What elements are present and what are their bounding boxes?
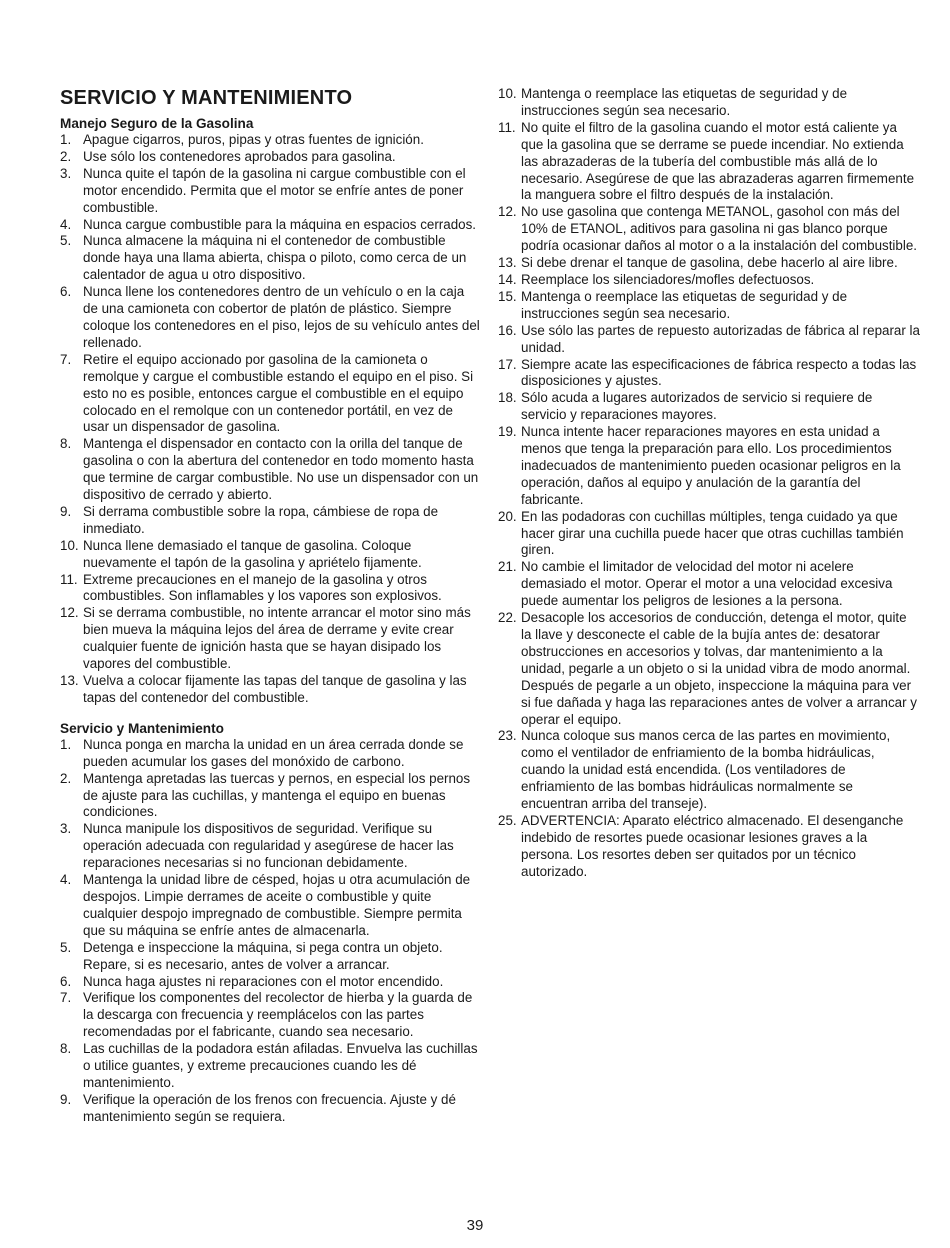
list-item: 18. Sólo acuda a lugares autorizados de servicio si requiere de servicio y reparaciones mayores.	[498, 390, 873, 423]
page-title: SERVICIO Y MANTENIMIENTO	[60, 87, 353, 109]
list-item: 2. Mantenga apretadas las tuercas y pernos, en especial los pernos de ajuste para las cuchillas, y mantenga el equipo en buenas condiciones.	[60, 770, 471, 820]
maintenance-list-part-2	[498, 86, 920, 881]
list-item: 3. Nunca quite el tapón de la gasolina ni cargue combustible con el motor encendido. Permita que el motor se enfríe antes de poner combustible.	[60, 165, 466, 215]
page-number: 39	[466, 1217, 484, 1234]
list-item: 2. Use sólo los contenedores aprobados para gasolina.	[60, 148, 396, 164]
list-item: 25. ADVERTENCIA: Aparato eléctrico almacenado. El desenganche indebido de resortes puede ocasionar lesiones graves a la persona. Los resortes deben ser quitados por un técnico autorizado.	[498, 812, 904, 879]
list-item: 5. Nunca almacene la máquina ni el contenedor de combustible donde haya una llama abierta, chispa o piloto, como cerca de un calentador de agua u otro dispositivo.	[60, 233, 467, 283]
list-item: 6. Nunca haga ajustes ni reparaciones con el motor encendido.	[60, 973, 444, 989]
left-column	[60, 115, 480, 1126]
list-item: 8. Las cuchillas de la podadora están afiladas. Envuelva las cuchillas o utilice guantes, y extreme precauciones cuando les dé mantenimiento.	[60, 1041, 478, 1090]
list-item: 11. No quite el filtro de la gasolina cuando el motor está caliente ya que la gasolina que se derrame se puede incendiar. No extienda las abrazaderas de la tubería del combustible más allá de lo necesario. Asegúrese de que las abrazaderas agarren firmemente la manguera sobre el filtro después de la instalación.	[498, 119, 915, 203]
list-item: 7. Retire el equipo accionado por gasolina de la camioneta o remolque y cargue el combustible estando el equipo en el piso. Si esto no es posible, entonces cargue el combustible en el equipo colocado en el remolque con un contenedor portátil, en vez de usar un dispensador de gasolina.	[60, 351, 474, 435]
list-item: 6. Nunca llene los contenedores dentro de un vehículo o en la caja de una camioneta con cobertor de platón de plástico. Siempre coloque los contenedores en el piso, lejos de su vehículo antes del rellenado.	[60, 284, 480, 350]
list-item: 3. Nunca manipule los dispositivos de seguridad. Verifique su operación adecuada con regularidad y asegúrese de hacer las reparaciones necesarias si no funcionan debidamente.	[60, 821, 454, 871]
list-item: 21. No cambie el limitador de velocidad del motor ni acelere demasiado el motor. Operar el motor a una velocidad excesiva puede aumentar los peligros de lesiones a la persona.	[498, 559, 893, 609]
list-item: 14. Reemplace los silenciadores/mofles defectuosos.	[498, 271, 815, 287]
list-item: 10. Nunca llene demasiado el tanque de gasolina. Coloque nuevamente el tapón de la gasolina y apriételo fijamente.	[60, 537, 422, 570]
list-item: 11. Extreme precauciones en el manejo de la gasolina y otros combustibles. Son inflamables y los vapores son explosivos.	[60, 571, 442, 604]
list-item: 4. Nunca cargue combustible para la máquina en espacios cerrados.	[60, 216, 477, 232]
list-item: 23. Nunca coloque sus manos cerca de las partes en movimiento, como el ventilador de enfriamiento de la bomba hidráulicas, cuando la unidad está encendida. (Los ventiladores de enfriamiento de las bombas hidráulicas normalmente se encuentran arriba del transeje).	[498, 728, 891, 812]
section-heading-maintenance: Servicio y Mantenimiento	[60, 720, 224, 736]
list-item: 7. Verifique los componentes del recolector de hierba y la guarda de la descarga con frecuencia y reemplácelos con las partes recomendadas por el fabricante, cuando sea necesario.	[60, 990, 473, 1040]
list-item: 22. Desacople los accesorios de conducción, detenga el motor, quite la llave y desconecte el cable de la bujía antes de: desatorar obstrucciones en accesorios y tolvas, dar mantenimiento a la unidad, pegarle a un objeto o si la unidad vibra de modo anormal. Después de pegarle a un objeto, inspeccione la máquina para ver si fue dañada y haga las reparaciones antes de volver a arrancar y operar el equipo.	[498, 610, 918, 727]
list-item: 9. Verifique la operación de los frenos con frecuencia. Ajuste y dé mantenimiento según se requiera.	[60, 1091, 456, 1124]
list-item: 10. Mantenga o reemplace las etiquetas de seguridad y de instrucciones según sea necesario.	[498, 86, 848, 118]
list-item: 9. Si derrama combustible sobre la ropa, cámbiese de ropa de inmediato.	[60, 503, 439, 536]
list-item: 1. Apague cigarros, puros, pipas y otras fuentes de ignición.	[60, 132, 424, 147]
list-item: 1. Nunca ponga en marcha la unidad en un área cerrada donde se pueden acumular los gases del monóxido de carbono.	[60, 736, 464, 769]
list-item: 19. Nunca intente hacer reparaciones mayores en esta unidad a menos que tenga la preparación para ello. Los procedimientos inadecuados de mantenimiento pueden ocasionar peligros en la operación, daños al equipo y anulación de la garantía del fabricante.	[498, 424, 901, 507]
list-item: 5. Detenga e inspeccione la máquina, si pega contra un objeto. Repare, si es necesario, antes de volver a arrancar.	[60, 939, 443, 972]
list-item: 4. Mantenga la unidad libre de césped, hojas u otra acumulación de despojos. Limpie derrames de aceite o combustible y quite cualquier despojo impregnado de combustible. Siempre permita que su máquina se enfríe antes de almacenarla.	[60, 872, 471, 938]
list-item: 17. Siempre acate las especificaciones de fábrica respecto a todas las disposiciones y ajustes.	[498, 356, 917, 389]
list-item: 15. Mantenga o reemplace las etiquetas de seguridad y de instrucciones según sea necesario.	[498, 288, 848, 321]
list-item: 16. Use sólo las partes de repuesto autorizadas de fábrica al reparar la unidad.	[498, 322, 920, 355]
list-item: 20. En las podadoras con cuchillas múltiples, tenga cuidado ya que hacer girar una cuchilla puede hacer que otras cuchillas también giren.	[498, 508, 904, 558]
right-column	[498, 86, 920, 881]
list-item: 13. Si debe drenar el tanque de gasolina, debe hacerlo al aire libre.	[498, 255, 898, 271]
section-heading-gasoline: Manejo Seguro de la Gasolina	[60, 116, 254, 131]
maintenance-list-part-1	[60, 737, 480, 1126]
gasoline-safety-list	[60, 132, 480, 707]
list-item: 12. No use gasolina que contenga METANOL, gasohol con más del 10% de ETANOL, aditivos para gasolina ni gas blanco porque podría ocasionar daños al motor o a la instalación del combustible.	[498, 204, 917, 254]
list-item: 13. Vuelva a colocar fijamente las tapas del tanque de gasolina y las tapas del contenedor del combustible.	[60, 673, 467, 705]
list-item: 12. Si se derrama combustible, no intente arrancar el motor sino más bien mueva la máquina lejos del área de derrame y evite crear cualquier fuente de ignición hasta que se hayan disipado los vapores del combustible.	[60, 605, 471, 672]
list-item: 8. Mantenga el dispensador en contacto con la orilla del tanque de gasolina o con la abertura del contenedor en todo momento hasta que termine de cargar combustible. No use un dispensador con un dispositivo de cerrado y abierto.	[60, 436, 479, 503]
